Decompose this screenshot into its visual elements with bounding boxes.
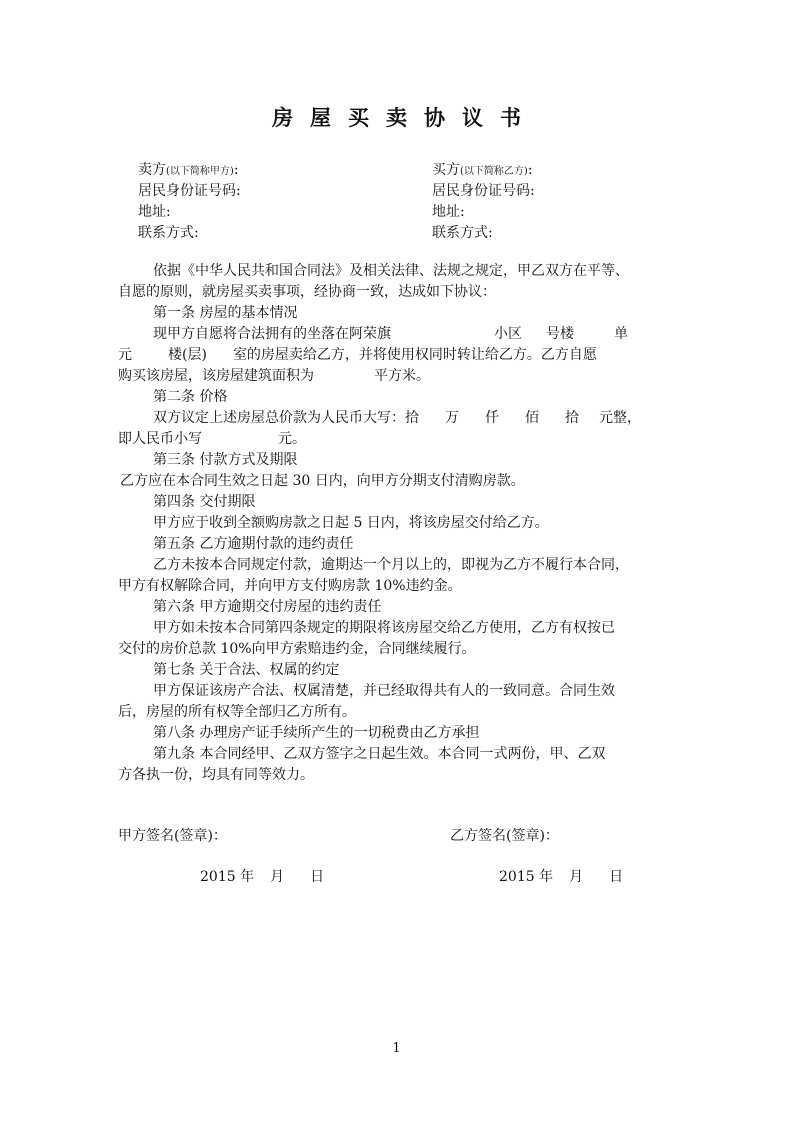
party-b-year: 2015 年 xyxy=(499,869,554,885)
party-b-date xyxy=(499,867,623,887)
art1-text-f: 楼(层) xyxy=(168,347,207,363)
article-1-line-3 xyxy=(118,366,678,387)
article-8-heading: 第八条 办理房产证手续所产生的一切税费由乙方承担 xyxy=(153,725,480,741)
article-6-heading: 第六条 甲方逾期交付房屋的违约责任 xyxy=(153,599,382,615)
seller-contact-label: 联系方式: xyxy=(138,225,199,241)
buyer-line xyxy=(432,160,533,182)
art1-text-g: 室的房屋卖给乙方，并将使用权同时转让给乙方。乙方自愿 xyxy=(232,347,597,363)
article-7-line-1: 甲方保证该房产合法、权属清楚，并已经取得共有人的一致同意。合同生效 xyxy=(153,683,615,699)
intro-line-1: 依据《中华人民共和国合同法》及相关法律、法规之规定，甲乙双方在平等、 xyxy=(153,263,629,279)
art2-unit-wan: 万 xyxy=(445,410,459,426)
buyer-id-label: 居民身份证号码: xyxy=(432,183,535,199)
article-9-line-1: 第九条 本合同经甲、乙双方签字之日起生效。本合同一式两份，甲、乙双 xyxy=(153,746,606,762)
article-6-line-1: 甲方如未按本合同第四条规定的期限将该房屋交给乙方使用，乙方有权按已 xyxy=(153,620,615,636)
article-1-line-1 xyxy=(118,324,678,345)
buyer-label: 买方 xyxy=(432,162,460,178)
buyer-note: (以下简称乙方) xyxy=(460,166,528,177)
article-3-heading: 第三条 付款方式及期限 xyxy=(153,452,298,468)
article-7-heading: 第七条 关于合法、权属的约定 xyxy=(153,662,340,678)
document-title: 房屋买卖协议书 xyxy=(272,105,538,130)
art2-text-b: 即人民币小写 xyxy=(118,431,202,447)
article-4-text: 甲方应于收到全额购房款之日起 5 日内，将该房屋交付给乙方。 xyxy=(153,515,549,531)
article-2-line-2 xyxy=(118,429,678,450)
seller-line xyxy=(138,160,239,182)
seller-note: (以下简称甲方) xyxy=(166,166,234,177)
art2-unit-qian: 仟 xyxy=(485,410,499,426)
article-6-line-2: 交付的房价总款 10%向甲方索赔违约金，合同继续履行。 xyxy=(118,641,476,657)
art1-text-c: 号楼 xyxy=(546,326,574,342)
art2-unit-yuan: 元整， xyxy=(599,410,641,426)
article-3-text: 乙方应在本合同生效之日起 30 日内，向甲方分期支付清购房款。 xyxy=(120,473,525,489)
party-a-month: 月 xyxy=(270,869,285,885)
article-4-heading: 第四条 交付期限 xyxy=(153,494,256,510)
art2-text-a: 双方议定上述房屋总价款为人民币大写： xyxy=(153,410,405,426)
seller-colon: : xyxy=(233,162,239,178)
seller-address-label: 地址: xyxy=(138,204,171,220)
art2-unit-shi-1: 拾 xyxy=(405,410,419,426)
art1-text-i: 平方米。 xyxy=(374,368,430,384)
seller-id-label: 居民身份证号码: xyxy=(138,183,241,199)
article-2-line-1 xyxy=(118,408,678,429)
article-5-line-2: 甲方有权解除合同，并向甲方支付购房款 10%违约金。 xyxy=(118,578,462,594)
party-a-day: 日 xyxy=(310,869,325,885)
party-b-signature-label: 乙方签名(签章)： xyxy=(450,828,559,844)
article-7-line-2: 后，房屋的所有权等全部归乙方所有。 xyxy=(118,704,356,720)
party-a-date xyxy=(200,867,324,887)
art1-text-d: 单 xyxy=(614,326,628,342)
buyer-contact-label: 联系方式: xyxy=(432,225,493,241)
art1-text-h: 购买该房屋，该房屋建筑面积为 xyxy=(118,368,314,384)
buyer-colon: : xyxy=(527,162,533,178)
party-a-signature-label: 甲方签名(签章)： xyxy=(118,828,227,844)
party-b-day: 日 xyxy=(609,869,624,885)
art1-text-e: 元 xyxy=(118,347,132,363)
party-a-year: 2015 年 xyxy=(200,869,255,885)
article-5-line-1: 乙方未按本合同规定付款，逾期达一个月以上的，即视为乙方不履行本合同， xyxy=(153,557,629,573)
intro-line-2: 自愿的原则，就房屋买卖事项，经协商一致，达成如下协议： xyxy=(118,284,496,300)
buyer-address-label: 地址: xyxy=(432,204,465,220)
article-1-heading: 第一条 房屋的基本情况 xyxy=(153,305,298,321)
art2-unit-bai: 佰 xyxy=(525,410,539,426)
art1-text-b: 小区 xyxy=(494,326,522,342)
page-number: 1 xyxy=(392,1041,401,1056)
art2-unit-shi-2: 拾 xyxy=(565,410,579,426)
seller-label: 卖方 xyxy=(138,162,166,178)
art1-text-a: 现甲方自愿将合法拥有的坐落在阿荣旗 xyxy=(153,326,391,342)
agreement-body xyxy=(118,261,678,786)
art2-text-c: 元。 xyxy=(278,431,306,447)
article-1-line-2 xyxy=(118,345,678,366)
article-2-heading: 第二条 价格 xyxy=(153,389,228,405)
article-5-heading: 第五条 乙方逾期付款的违约责任 xyxy=(153,536,354,552)
party-b-month: 月 xyxy=(569,869,584,885)
article-9-line-2: 方各执一份，均具有同等效力。 xyxy=(118,767,314,783)
